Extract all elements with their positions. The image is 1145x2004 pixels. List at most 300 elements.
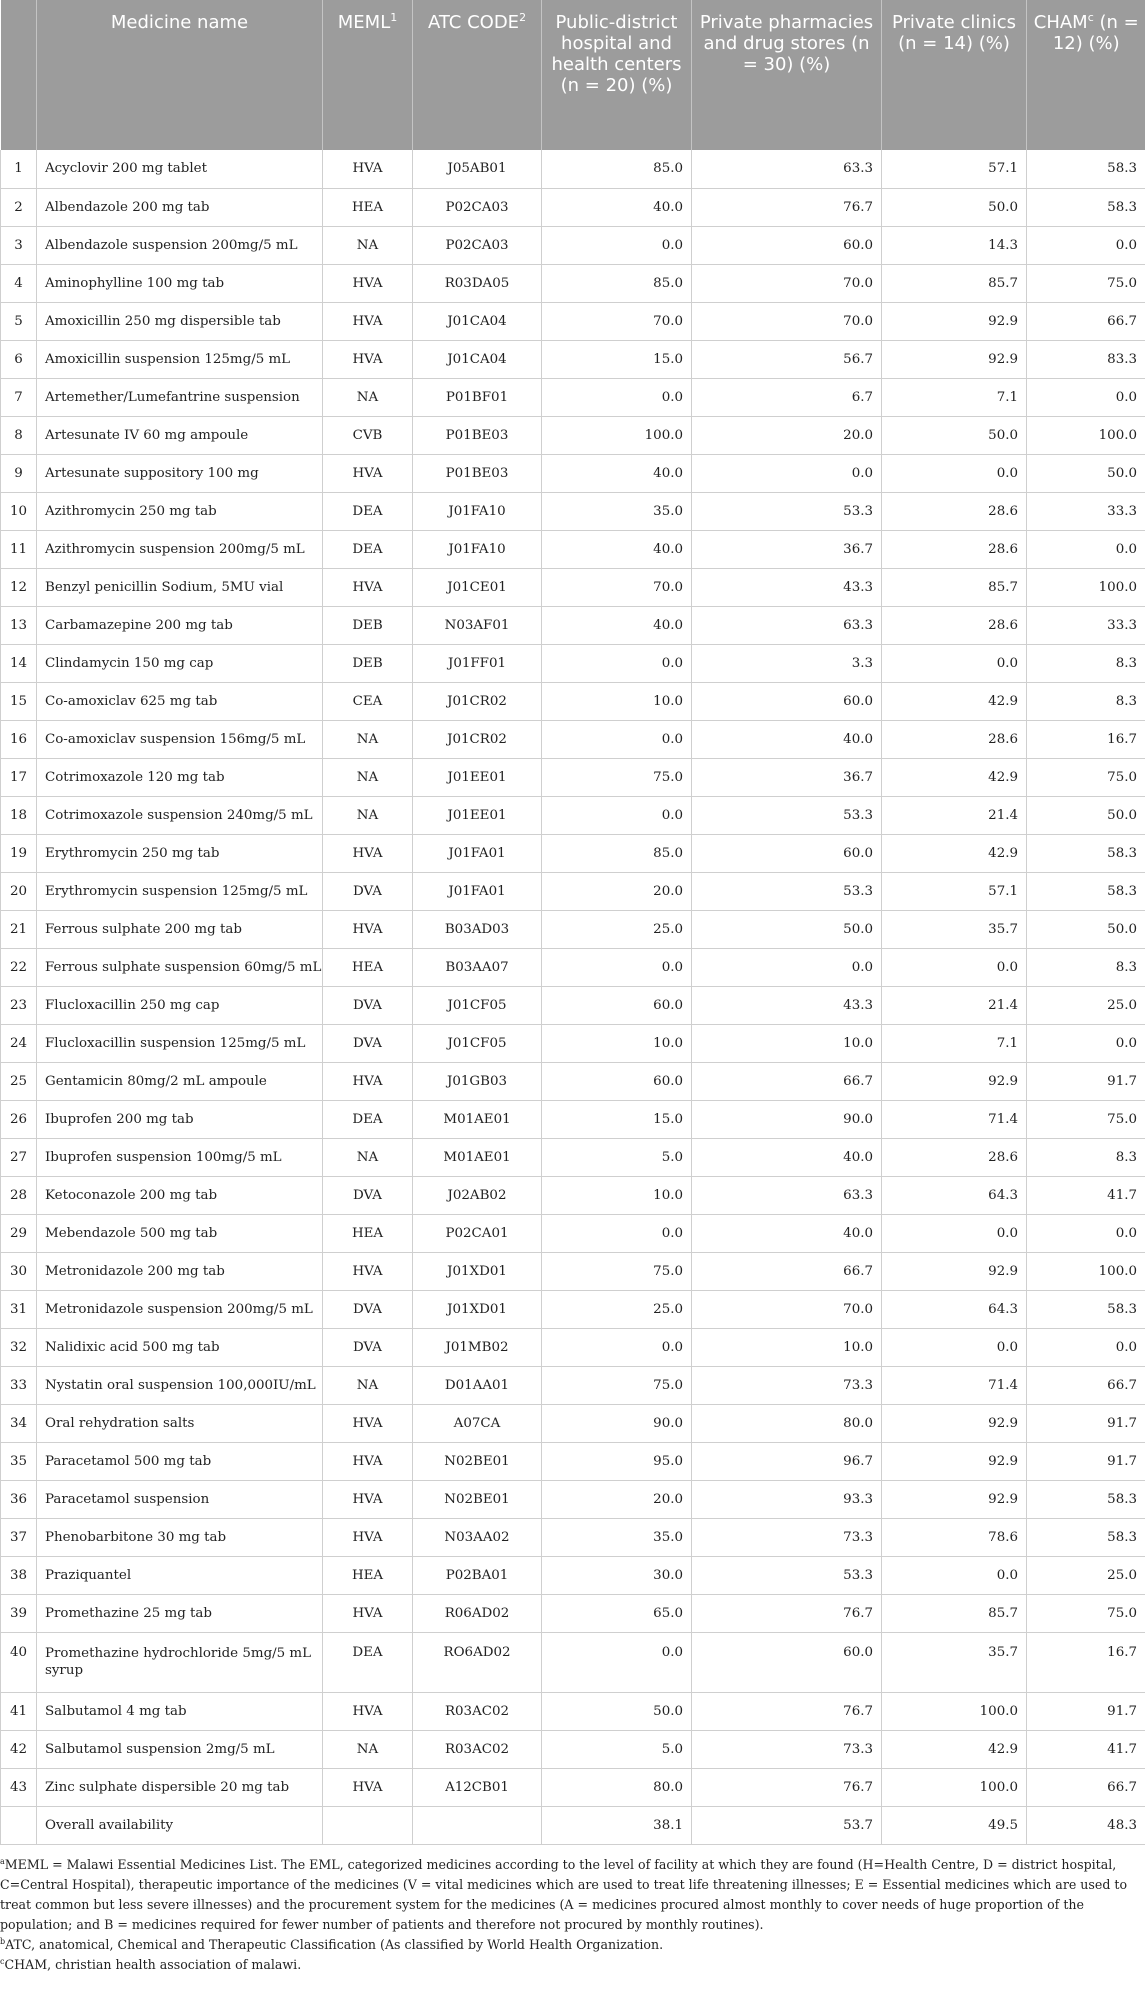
cell-meml: HEA: [323, 1556, 413, 1594]
cell-atc-code: J01CE01: [413, 568, 542, 606]
cell-cham: 66.7: [1027, 302, 1145, 340]
cell-meml: HVA: [323, 1480, 413, 1518]
table-row: [1, 986, 1145, 1024]
cell-meml: NA: [323, 378, 413, 416]
cell-private-clinics: 14.3: [882, 226, 1027, 264]
cell-cham: 100.0: [1027, 568, 1145, 606]
cell-index: 4: [1, 264, 37, 302]
cell-cham: 58.3: [1027, 1480, 1145, 1518]
cell-medicine-name: Paracetamol 500 mg tab: [37, 1442, 323, 1480]
table-row: [1, 606, 1145, 644]
table-row: [1, 1138, 1145, 1176]
cell-meml: HVA: [323, 1518, 413, 1556]
cell-private-clinics: 92.9: [882, 340, 1027, 378]
cell-cham: 91.7: [1027, 1692, 1145, 1730]
cell-private-clinics: 21.4: [882, 986, 1027, 1024]
cell-meml: HVA: [323, 1692, 413, 1730]
cell-medicine-name: Flucloxacillin 250 mg cap: [37, 986, 323, 1024]
table-row: [1, 1518, 1145, 1556]
cell-private-clinics: 42.9: [882, 682, 1027, 720]
cell-index: 18: [1, 796, 37, 834]
cell-meml: HVA: [323, 1442, 413, 1480]
cell-public-district: 50.0: [542, 1692, 692, 1730]
cell-cham: 91.7: [1027, 1442, 1145, 1480]
cell-meml: HVA: [323, 1252, 413, 1290]
cell-private-pharmacies: 80.0: [692, 1404, 882, 1442]
cell-index: 9: [1, 454, 37, 492]
cell-private-pharmacies: 56.7: [692, 340, 882, 378]
cell-private-clinics: 7.1: [882, 378, 1027, 416]
cell-cham: 25.0: [1027, 1556, 1145, 1594]
cell-atc-code: N02BE01: [413, 1480, 542, 1518]
table-row: [1, 948, 1145, 986]
cell-meml: HVA: [323, 1062, 413, 1100]
cell-public-district: 85.0: [542, 150, 692, 188]
cell-private-clinics: 0.0: [882, 948, 1027, 986]
cell-private-clinics: 49.5: [882, 1806, 1027, 1844]
cell-atc-code: J01FA01: [413, 872, 542, 910]
cell-cham: 75.0: [1027, 1594, 1145, 1632]
cell-public-district: 38.1: [542, 1806, 692, 1844]
cell-private-clinics: 28.6: [882, 606, 1027, 644]
cell-public-district: 0.0: [542, 1632, 692, 1692]
cell-cham: 75.0: [1027, 1100, 1145, 1138]
cell-public-district: 60.0: [542, 986, 692, 1024]
cell-public-district: 70.0: [542, 302, 692, 340]
table-row: [1, 1176, 1145, 1214]
cell-cham: 50.0: [1027, 796, 1145, 834]
cell-public-district: 20.0: [542, 1480, 692, 1518]
cell-cham: 25.0: [1027, 986, 1145, 1024]
cell-medicine-name: Oral rehydration salts: [37, 1404, 323, 1442]
cell-private-pharmacies: 96.7: [692, 1442, 882, 1480]
cell-private-clinics: 57.1: [882, 150, 1027, 188]
cell-private-clinics: 0.0: [882, 1556, 1027, 1594]
cell-index: 5: [1, 302, 37, 340]
cell-atc-code: B03AA07: [413, 948, 542, 986]
cell-index: 6: [1, 340, 37, 378]
cell-cham: 66.7: [1027, 1768, 1145, 1806]
cell-index: 38: [1, 1556, 37, 1594]
cell-private-clinics: 71.4: [882, 1100, 1027, 1138]
cell-atc-code: J01CR02: [413, 682, 542, 720]
cell-private-pharmacies: 60.0: [692, 1632, 882, 1692]
cell-private-clinics: 71.4: [882, 1366, 1027, 1404]
cell-atc-code: P01BE03: [413, 416, 542, 454]
cell-private-pharmacies: 76.7: [692, 1768, 882, 1806]
cell-atc-code: M01AE01: [413, 1100, 542, 1138]
table-row: [1, 1100, 1145, 1138]
cell-index: 25: [1, 1062, 37, 1100]
cell-medicine-name: Artesunate suppository 100 mg: [37, 454, 323, 492]
cell-cham: 58.3: [1027, 872, 1145, 910]
cell-atc-code: D01AA01: [413, 1366, 542, 1404]
cell-public-district: 70.0: [542, 568, 692, 606]
cell-private-clinics: 64.3: [882, 1290, 1027, 1328]
cell-cham: 83.3: [1027, 340, 1145, 378]
footnote-a: [0, 1855, 1145, 1935]
cell-meml: NA: [323, 1138, 413, 1176]
cell-cham: 33.3: [1027, 606, 1145, 644]
table-row: [1, 530, 1145, 568]
cell-cham: 58.3: [1027, 1290, 1145, 1328]
cell-public-district: 40.0: [542, 188, 692, 226]
table-row: [1, 1404, 1145, 1442]
table-row: [1, 758, 1145, 796]
cell-cham: 91.7: [1027, 1404, 1145, 1442]
cell-cham: 75.0: [1027, 264, 1145, 302]
cell-public-district: 30.0: [542, 1556, 692, 1594]
cell-medicine-name: Benzyl penicillin Sodium, 5MU vial: [37, 568, 323, 606]
cell-index: 33: [1, 1366, 37, 1404]
cell-meml: NA: [323, 758, 413, 796]
cell-atc-code: RO6AD02: [413, 1632, 542, 1692]
cell-public-district: 5.0: [542, 1138, 692, 1176]
cell-private-pharmacies: 53.3: [692, 796, 882, 834]
cell-meml: HEA: [323, 188, 413, 226]
cell-public-district: 90.0: [542, 1404, 692, 1442]
cell-private-clinics: 42.9: [882, 834, 1027, 872]
cell-medicine-name: Gentamicin 80mg/2 mL ampoule: [37, 1062, 323, 1100]
cell-public-district: 35.0: [542, 1518, 692, 1556]
cell-meml: DVA: [323, 1328, 413, 1366]
cell-cham: 0.0: [1027, 378, 1145, 416]
footnote-c-marker: c: [0, 1956, 5, 1966]
cell-private-pharmacies: 40.0: [692, 720, 882, 758]
header-cham-label: CHAM: [1033, 12, 1088, 33]
cell-private-pharmacies: 63.3: [692, 1176, 882, 1214]
cell-private-pharmacies: 40.0: [692, 1138, 882, 1176]
cell-index: 3: [1, 226, 37, 264]
cell-medicine-name: Metronidazole 200 mg tab: [37, 1252, 323, 1290]
cell-private-pharmacies: 73.3: [692, 1518, 882, 1556]
cell-index: 31: [1, 1290, 37, 1328]
cell-atc-code: J01CF05: [413, 986, 542, 1024]
table-row: [1, 1214, 1145, 1252]
table-row: [1, 834, 1145, 872]
cell-private-clinics: 50.0: [882, 416, 1027, 454]
cell-index: 21: [1, 910, 37, 948]
cell-medicine-name: Erythromycin suspension 125mg/5 mL: [37, 872, 323, 910]
cell-medicine-name: Carbamazepine 200 mg tab: [37, 606, 323, 644]
cell-atc-code: R03AC02: [413, 1692, 542, 1730]
table-row: [1, 872, 1145, 910]
footnote-b-marker: b: [0, 1936, 6, 1946]
cell-atc-code: P02BA01: [413, 1556, 542, 1594]
cell-meml: HVA: [323, 910, 413, 948]
cell-atc-code: P02CA01: [413, 1214, 542, 1252]
cell-medicine-name: Promethazine hydrochloride 5mg/5 mL syrup: [37, 1632, 323, 1692]
cell-cham: 0.0: [1027, 530, 1145, 568]
cell-private-clinics: 92.9: [882, 1404, 1027, 1442]
table-row: [1, 644, 1145, 682]
cell-medicine-name: Overall availability: [37, 1806, 323, 1844]
cell-medicine-name: Erythromycin 250 mg tab: [37, 834, 323, 872]
cell-private-pharmacies: 60.0: [692, 682, 882, 720]
cell-index: 26: [1, 1100, 37, 1138]
cell-cham: 48.3: [1027, 1806, 1145, 1844]
cell-medicine-name: Ketoconazole 200 mg tab: [37, 1176, 323, 1214]
cell-index: 32: [1, 1328, 37, 1366]
cell-meml: NA: [323, 796, 413, 834]
cell-private-clinics: 35.7: [882, 1632, 1027, 1692]
cell-private-pharmacies: 60.0: [692, 834, 882, 872]
cell-private-pharmacies: 76.7: [692, 188, 882, 226]
cell-medicine-name: Clindamycin 150 mg cap: [37, 644, 323, 682]
cell-meml: NA: [323, 1366, 413, 1404]
cell-medicine-name: Paracetamol suspension: [37, 1480, 323, 1518]
cell-private-pharmacies: 50.0: [692, 910, 882, 948]
cell-cham: 16.7: [1027, 720, 1145, 758]
table-row: [1, 796, 1145, 834]
cell-public-district: 75.0: [542, 1252, 692, 1290]
cell-atc-code: J01CR02: [413, 720, 542, 758]
table-row: [1, 188, 1145, 226]
header-atc-code: [413, 0, 542, 150]
cell-private-clinics: 42.9: [882, 1730, 1027, 1768]
cell-meml: HEA: [323, 1214, 413, 1252]
table-row: [1, 1692, 1145, 1730]
table-row: [1, 720, 1145, 758]
cell-meml: [323, 1806, 413, 1844]
cell-medicine-name: Promethazine 25 mg tab: [37, 1594, 323, 1632]
cell-medicine-name: Artemether/Lumefantrine suspension: [37, 378, 323, 416]
cell-atc-code: P01BE03: [413, 454, 542, 492]
cell-public-district: 80.0: [542, 1768, 692, 1806]
cell-private-pharmacies: 60.0: [692, 226, 882, 264]
cell-public-district: 40.0: [542, 606, 692, 644]
cell-private-clinics: 100.0: [882, 1768, 1027, 1806]
cell-index: 24: [1, 1024, 37, 1062]
cell-atc-code: J01CF05: [413, 1024, 542, 1062]
cell-private-pharmacies: 3.3: [692, 644, 882, 682]
cell-meml: DVA: [323, 1290, 413, 1328]
cell-atc-code: J01FA01: [413, 834, 542, 872]
table-row: [1, 264, 1145, 302]
cell-public-district: 0.0: [542, 226, 692, 264]
cell-cham: 41.7: [1027, 1730, 1145, 1768]
cell-public-district: 35.0: [542, 492, 692, 530]
cell-public-district: 25.0: [542, 1290, 692, 1328]
header-public-district: Public-district hospital and health centers (n = 20) (%): [542, 0, 692, 150]
cell-private-clinics: 92.9: [882, 1252, 1027, 1290]
table-header-row: [1, 0, 1145, 150]
cell-atc-code: J01FA10: [413, 492, 542, 530]
cell-private-pharmacies: 0.0: [692, 454, 882, 492]
cell-cham: 58.3: [1027, 1518, 1145, 1556]
cell-medicine-name: Albendazole 200 mg tab: [37, 188, 323, 226]
cell-medicine-name: Albendazole suspension 200mg/5 mL: [37, 226, 323, 264]
header-meml-sup: 1: [390, 11, 398, 24]
cell-public-district: 85.0: [542, 834, 692, 872]
cell-atc-code: J01EE01: [413, 758, 542, 796]
header-index: [1, 0, 37, 150]
cell-index: 23: [1, 986, 37, 1024]
footnote-b: [0, 1935, 1145, 1955]
cell-private-clinics: 50.0: [882, 188, 1027, 226]
cell-meml: CVB: [323, 416, 413, 454]
cell-public-district: 10.0: [542, 682, 692, 720]
header-atc-label: ATC CODE: [427, 12, 520, 33]
table-row: [1, 378, 1145, 416]
cell-index: 37: [1, 1518, 37, 1556]
cell-public-district: 0.0: [542, 796, 692, 834]
cell-medicine-name: Zinc sulphate dispersible 20 mg tab: [37, 1768, 323, 1806]
cell-private-pharmacies: 20.0: [692, 416, 882, 454]
cell-medicine-name: Salbutamol suspension 2mg/5 mL: [37, 1730, 323, 1768]
cell-index: 17: [1, 758, 37, 796]
cell-cham: 50.0: [1027, 454, 1145, 492]
cell-cham: 16.7: [1027, 1632, 1145, 1692]
table-row: [1, 1480, 1145, 1518]
table-row: [1, 416, 1145, 454]
cell-medicine-name: Cotrimoxazole 120 mg tab: [37, 758, 323, 796]
cell-medicine-name: Ferrous sulphate 200 mg tab: [37, 910, 323, 948]
cell-meml: NA: [323, 1730, 413, 1768]
cell-private-pharmacies: 76.7: [692, 1594, 882, 1632]
cell-atc-code: R03AC02: [413, 1730, 542, 1768]
cell-private-clinics: 78.6: [882, 1518, 1027, 1556]
cell-index: 15: [1, 682, 37, 720]
cell-cham: 66.7: [1027, 1366, 1145, 1404]
footnote-c: [0, 1955, 1145, 1975]
cell-cham: 100.0: [1027, 1252, 1145, 1290]
cell-meml: DVA: [323, 1176, 413, 1214]
cell-private-clinics: 85.7: [882, 568, 1027, 606]
footnote-a-marker: a: [0, 1856, 5, 1866]
cell-public-district: 65.0: [542, 1594, 692, 1632]
table-row: [1, 1594, 1145, 1632]
cell-private-pharmacies: 73.3: [692, 1366, 882, 1404]
cell-atc-code: J01EE01: [413, 796, 542, 834]
table-row: [1, 568, 1145, 606]
cell-private-clinics: 92.9: [882, 302, 1027, 340]
table-row: [1, 150, 1145, 188]
cell-public-district: 5.0: [542, 1730, 692, 1768]
cell-atc-code: A07CA: [413, 1404, 542, 1442]
header-meml-label: MEML: [337, 12, 391, 33]
cell-atc-code: B03AD03: [413, 910, 542, 948]
cell-public-district: 0.0: [542, 720, 692, 758]
cell-medicine-name: Aminophylline 100 mg tab: [37, 264, 323, 302]
cell-atc-code: M01AE01: [413, 1138, 542, 1176]
cell-private-pharmacies: 63.3: [692, 150, 882, 188]
cell-private-clinics: 28.6: [882, 492, 1027, 530]
cell-private-clinics: 0.0: [882, 1214, 1027, 1252]
cell-index: 1: [1, 150, 37, 188]
cell-medicine-name: Nalidixic acid 500 mg tab: [37, 1328, 323, 1366]
cell-meml: HVA: [323, 1768, 413, 1806]
cell-private-clinics: 21.4: [882, 796, 1027, 834]
cell-meml: DVA: [323, 1024, 413, 1062]
table-row: [1, 302, 1145, 340]
table-row: [1, 682, 1145, 720]
cell-private-clinics: 92.9: [882, 1442, 1027, 1480]
cell-atc-code: J01CA04: [413, 340, 542, 378]
cell-private-pharmacies: 53.3: [692, 872, 882, 910]
cell-medicine-name: Amoxicillin suspension 125mg/5 mL: [37, 340, 323, 378]
cell-cham: 8.3: [1027, 1138, 1145, 1176]
cell-medicine-name: Nystatin oral suspension 100,000IU/mL: [37, 1366, 323, 1404]
cell-meml: HEA: [323, 948, 413, 986]
cell-public-district: 15.0: [542, 1100, 692, 1138]
cell-private-clinics: 0.0: [882, 1328, 1027, 1366]
cell-medicine-name: Acyclovir 200 mg tablet: [37, 150, 323, 188]
table-row: [1, 226, 1145, 264]
header-private-pharmacies: Private pharmacies and drug stores (n = 30) (%): [692, 0, 882, 150]
table-row: [1, 492, 1145, 530]
cell-meml: DEA: [323, 1100, 413, 1138]
cell-meml: DVA: [323, 986, 413, 1024]
cell-meml: HVA: [323, 454, 413, 492]
table-footnotes: [0, 1845, 1145, 1975]
cell-private-clinics: 28.6: [882, 530, 1027, 568]
cell-medicine-name: Artesunate IV 60 mg ampoule: [37, 416, 323, 454]
cell-medicine-name: Metronidazole suspension 200mg/5 mL: [37, 1290, 323, 1328]
table-row: [1, 1062, 1145, 1100]
cell-private-clinics: 0.0: [882, 454, 1027, 492]
cell-cham: 58.3: [1027, 188, 1145, 226]
cell-private-clinics: 92.9: [882, 1480, 1027, 1518]
table-row: [1, 340, 1145, 378]
cell-private-clinics: 7.1: [882, 1024, 1027, 1062]
cell-index: 7: [1, 378, 37, 416]
cell-private-pharmacies: 36.7: [692, 758, 882, 796]
cell-meml: HVA: [323, 150, 413, 188]
cell-cham: 33.3: [1027, 492, 1145, 530]
cell-private-clinics: 92.9: [882, 1062, 1027, 1100]
cell-private-clinics: 35.7: [882, 910, 1027, 948]
cell-atc-code: J02AB02: [413, 1176, 542, 1214]
table-row: [1, 454, 1145, 492]
cell-index: 10: [1, 492, 37, 530]
cell-private-pharmacies: 66.7: [692, 1062, 882, 1100]
cell-meml: DEB: [323, 644, 413, 682]
cell-meml: DEA: [323, 530, 413, 568]
cell-meml: DEA: [323, 1632, 413, 1692]
cell-atc-code: J01FA10: [413, 530, 542, 568]
cell-private-pharmacies: 0.0: [692, 948, 882, 986]
cell-index: 39: [1, 1594, 37, 1632]
cell-medicine-name: Cotrimoxazole suspension 240mg/5 mL: [37, 796, 323, 834]
cell-atc-code: N03AA02: [413, 1518, 542, 1556]
cell-private-clinics: 42.9: [882, 758, 1027, 796]
table-row: [1, 910, 1145, 948]
table-row: [1, 1328, 1145, 1366]
cell-atc-code: J05AB01: [413, 150, 542, 188]
header-private-clinics: Private clinics (n = 14) (%): [882, 0, 1027, 150]
cell-public-district: 75.0: [542, 1366, 692, 1404]
cell-medicine-name: Praziquantel: [37, 1556, 323, 1594]
cell-atc-code: N02BE01: [413, 1442, 542, 1480]
cell-atc-code: R03DA05: [413, 264, 542, 302]
cell-atc-code: P01BF01: [413, 378, 542, 416]
cell-private-pharmacies: 53.3: [692, 492, 882, 530]
cell-index: 30: [1, 1252, 37, 1290]
header-meml: [323, 0, 413, 150]
header-medicine-name: Medicine name: [37, 0, 323, 150]
cell-medicine-name: Azithromycin suspension 200mg/5 mL: [37, 530, 323, 568]
cell-index: 11: [1, 530, 37, 568]
cell-meml: CEA: [323, 682, 413, 720]
cell-index: 14: [1, 644, 37, 682]
table-body: [1, 150, 1145, 1844]
cell-cham: 91.7: [1027, 1062, 1145, 1100]
cell-private-pharmacies: 76.7: [692, 1692, 882, 1730]
cell-cham: 50.0: [1027, 910, 1145, 948]
cell-private-pharmacies: 93.3: [692, 1480, 882, 1518]
cell-meml: HVA: [323, 834, 413, 872]
